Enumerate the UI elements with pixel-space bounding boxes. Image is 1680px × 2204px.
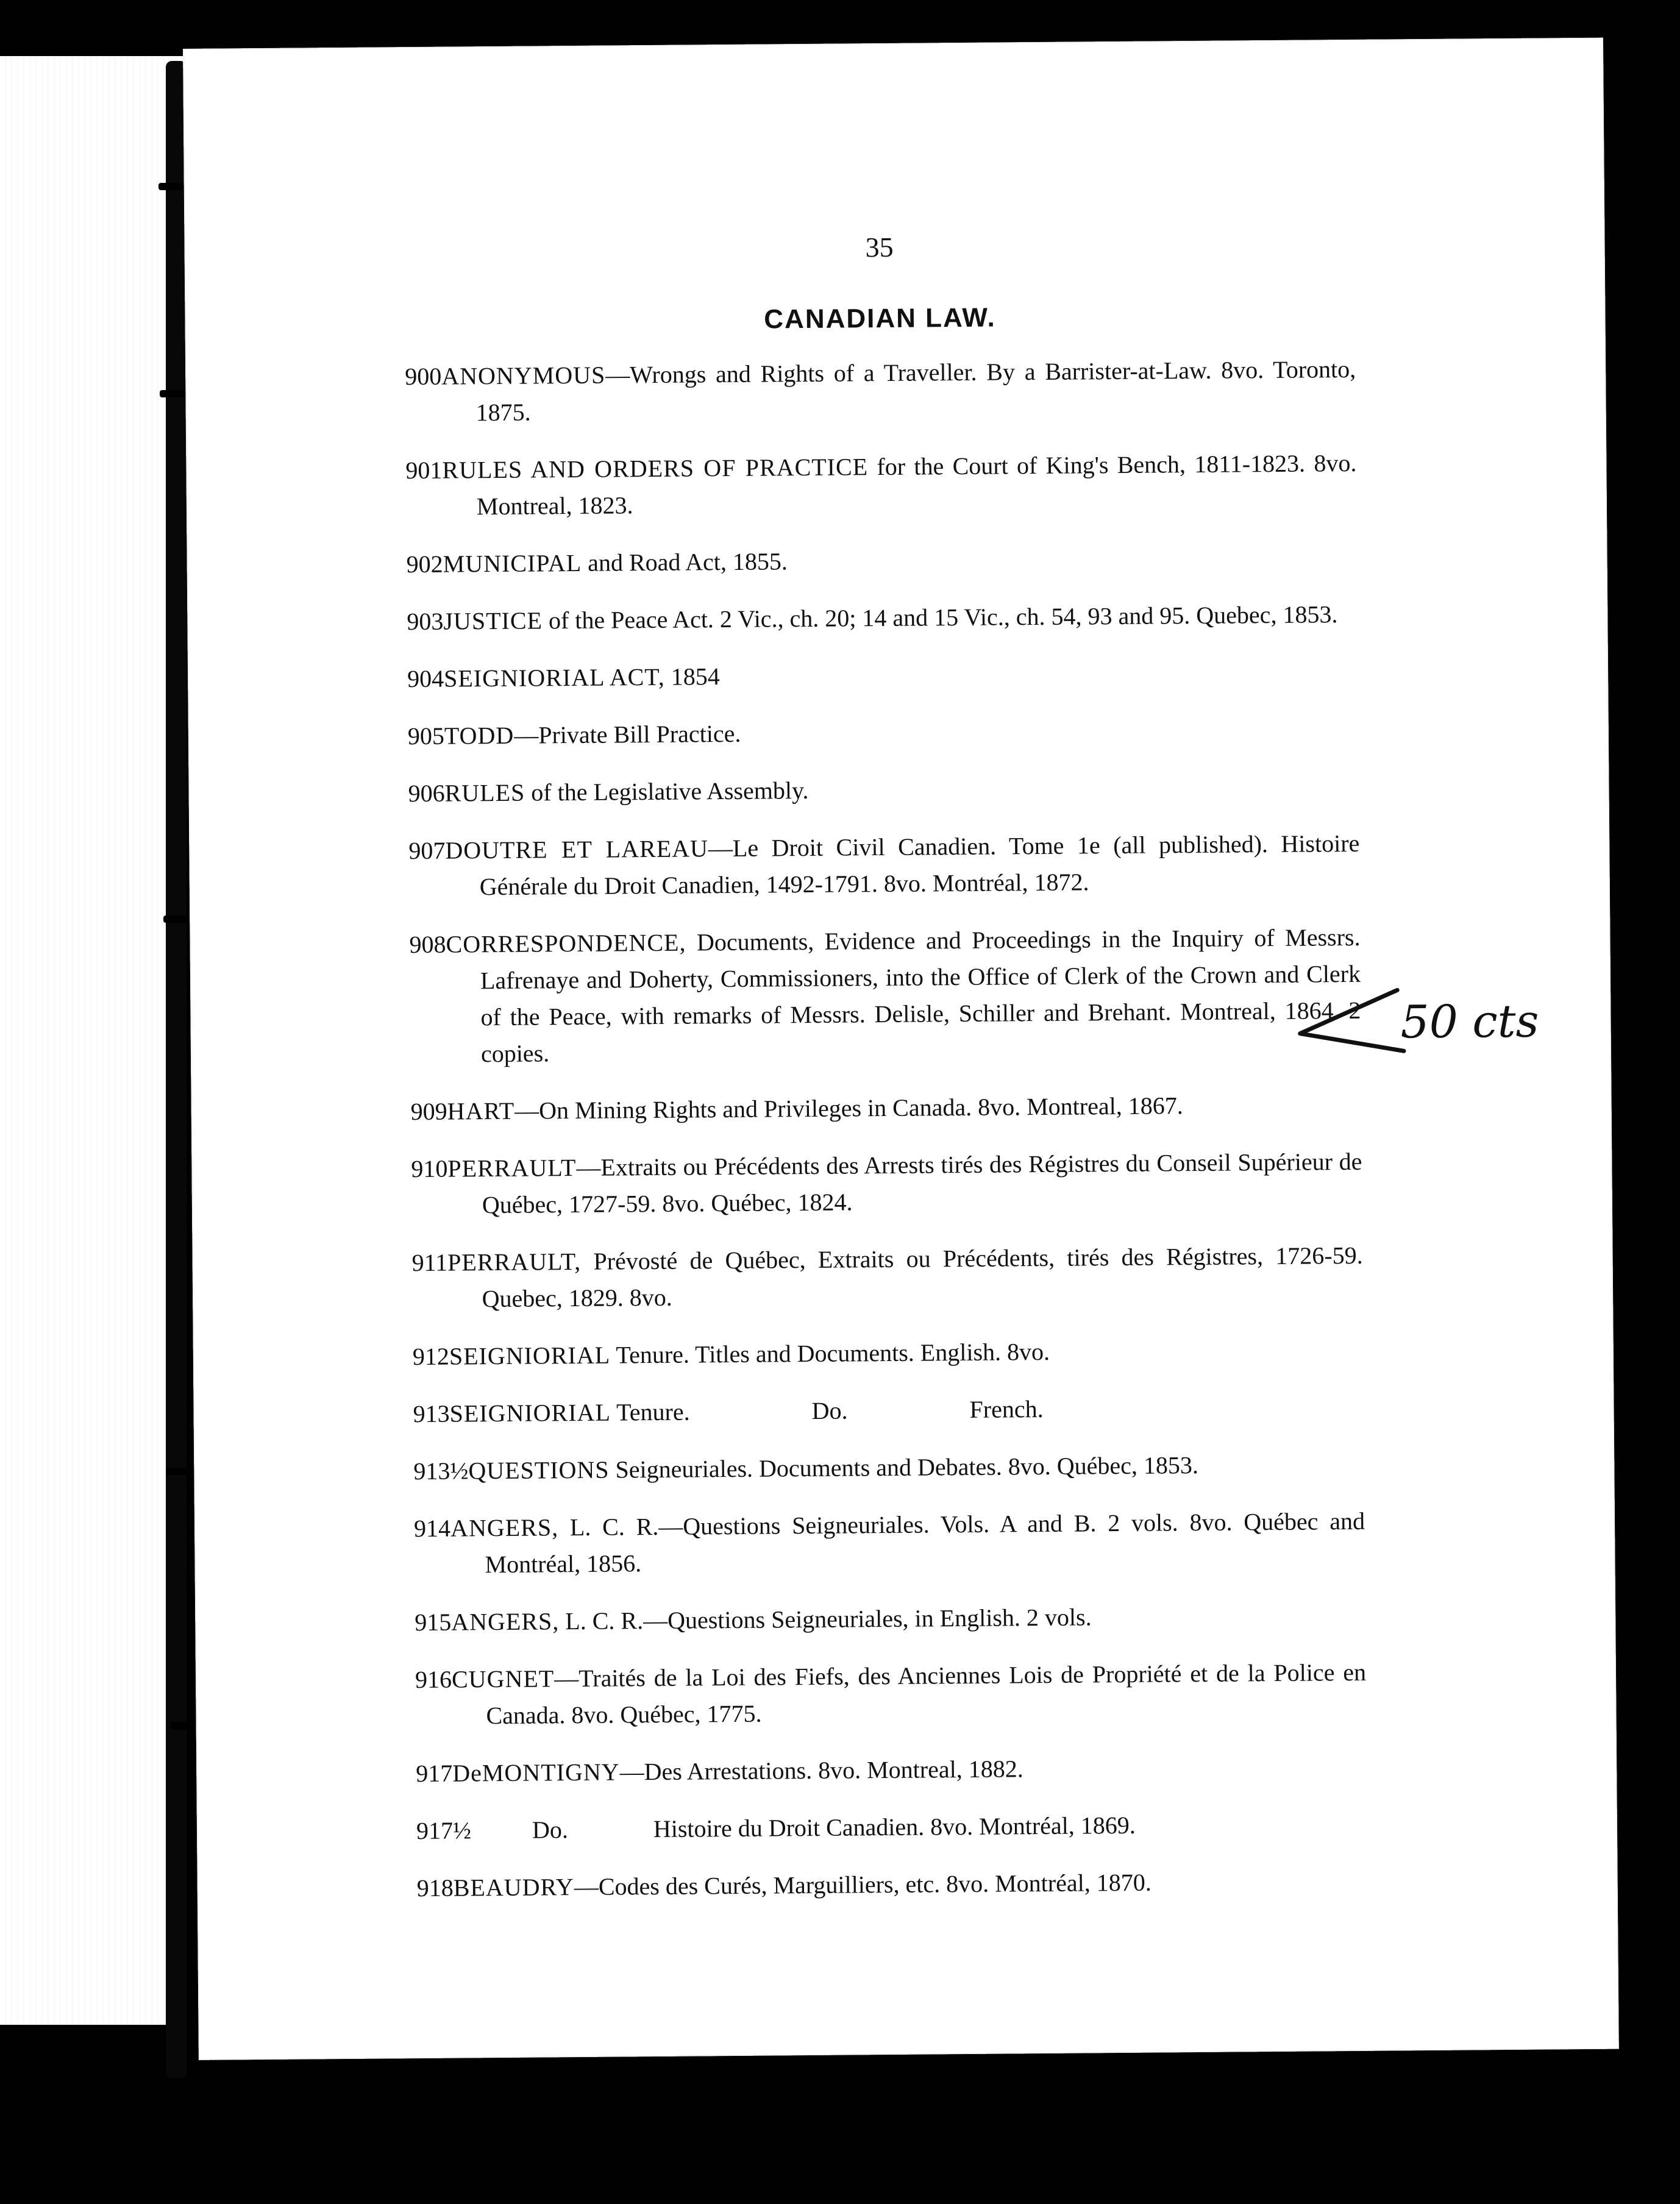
entry-text: Tenure. Titles and Documents. English. 8vo. bbox=[610, 1337, 1050, 1369]
entry-body bbox=[471, 1805, 1367, 1849]
entry-number: 916 bbox=[415, 1665, 452, 1694]
entry-text: L. C. R.—Questions Seigneuriales, in English. 2 vols. bbox=[559, 1603, 1092, 1635]
entry-lead: SEIGNIORIAL bbox=[449, 1341, 611, 1370]
entry-number: 913½ bbox=[413, 1457, 469, 1485]
entry-body bbox=[450, 1503, 1372, 1584]
entry-list bbox=[405, 351, 1373, 1907]
entry-text: —Le Droit Civil Canadien. Tome 1e (all published). Histoire Générale du Droit Canadien, 1492-1791. 8vo. Montréal, 1872. bbox=[479, 829, 1366, 901]
entry-lead: BEAUDRY bbox=[453, 1873, 575, 1902]
entry-body bbox=[447, 1237, 1369, 1318]
catalogue-page bbox=[183, 38, 1619, 2060]
catalogue-entry bbox=[408, 711, 1359, 755]
catalogue-entry bbox=[405, 445, 1363, 525]
catalogue-entry bbox=[413, 1331, 1364, 1375]
catalogue-entry bbox=[408, 768, 1359, 812]
entry-body bbox=[443, 596, 1358, 640]
entry-number: 911 bbox=[411, 1248, 448, 1277]
entry-body bbox=[449, 1331, 1364, 1375]
entry-number: 914 bbox=[413, 1514, 451, 1543]
entry-number: 906 bbox=[408, 779, 445, 808]
entry-number: 908 bbox=[409, 930, 446, 959]
entry-text: —On Mining Rights and Privileges in Canada. 8vo. Montreal, 1867. bbox=[514, 1092, 1183, 1125]
entry-lead: TODD bbox=[444, 721, 514, 750]
entry-number: 901 bbox=[405, 456, 443, 485]
entry-body bbox=[452, 1748, 1367, 1792]
entry-number: 900 bbox=[405, 362, 442, 391]
annotation-handwriting: 50 cts bbox=[1400, 995, 1539, 1049]
entry-text: L. C. R.—Questions Seigneuriales. Vols. A and B. 2 vols. 8vo. Québec and Montréal, 1856. bbox=[485, 1507, 1372, 1579]
entry-body bbox=[446, 919, 1367, 1073]
page-content bbox=[404, 222, 1373, 1927]
entry-lead: ANONYMOUS bbox=[441, 361, 606, 390]
entry-lead: QUESTIONS bbox=[468, 1456, 610, 1485]
entry-lead: PERRAULT, bbox=[447, 1247, 582, 1276]
catalogue-entry bbox=[411, 1237, 1369, 1318]
annotation-arrow-mark bbox=[1300, 990, 1404, 1051]
entry-text: of the Legislative Assembly. bbox=[525, 776, 809, 806]
catalogue-entry bbox=[413, 1446, 1364, 1490]
entry-number: 905 bbox=[407, 722, 445, 750]
entry-body bbox=[447, 1143, 1369, 1224]
catalogue-entry bbox=[409, 919, 1367, 1073]
entry-number: 904 bbox=[407, 664, 444, 693]
catalogue-entry bbox=[405, 351, 1362, 432]
entry-text: Prévosté de Québec, Extraits ou Précédents, tirés des Régistres, 1726-59. Quebec, 1829. 8vo. bbox=[482, 1241, 1369, 1313]
entry-body bbox=[451, 1597, 1365, 1641]
entry-lead: JUSTICE bbox=[443, 606, 543, 635]
catalogue-entry bbox=[415, 1597, 1365, 1641]
entry-number: 915 bbox=[415, 1608, 452, 1637]
entry-lead: DOUTRE ET LAREAU bbox=[445, 834, 709, 864]
entry-text: —Private Bill Practice. bbox=[514, 719, 741, 749]
entry-text: Do. Histoire du Droit Canadien. 8vo. Montréal, 1869. bbox=[471, 1811, 1136, 1844]
entry-text: Documents, Evidence and Proceedings in the Inquiry of Messrs. Lafrenaye and Doherty, Commissioners, into the Office of Clerk of the Crown and Clerk of the Peace, with remarks of Messrs. Delisle, Schiller and Brehant. Montreal, 1864. 2 copies. bbox=[480, 923, 1367, 1068]
entry-body bbox=[451, 1654, 1373, 1735]
entry-body bbox=[444, 711, 1359, 755]
entry-body bbox=[444, 653, 1358, 697]
catalogue-entry bbox=[413, 1388, 1364, 1432]
entry-number: 902 bbox=[406, 550, 443, 578]
entry-lead: MUNICIPAL bbox=[443, 549, 582, 578]
entry-lead: RULES AND ORDERS OF PRACTICE bbox=[442, 453, 869, 484]
entry-lead: CUGNET bbox=[451, 1665, 555, 1693]
entry-body bbox=[468, 1446, 1364, 1490]
entry-body bbox=[441, 351, 1362, 432]
entry-lead: HART bbox=[447, 1097, 515, 1125]
entry-body bbox=[444, 768, 1359, 812]
binding-spine bbox=[166, 61, 187, 2078]
entry-text: for the Court of King's Bench, 1811-1823. 8vo. Montreal, 1823. bbox=[476, 449, 1363, 521]
entry-text: Tenure. Do. French. bbox=[610, 1395, 1044, 1426]
catalogue-entry bbox=[410, 1086, 1361, 1130]
entry-body bbox=[449, 1388, 1364, 1432]
entry-lead: CORRESPONDENCE, bbox=[446, 928, 686, 958]
entry-lead: ANGERS, bbox=[450, 1513, 559, 1542]
entry-number: 912 bbox=[412, 1342, 450, 1371]
entry-lead: ANGERS, bbox=[451, 1607, 560, 1636]
entry-text: —Wrongs and Rights of a Traveller. By a Barrister-at-Law. 8vo. Toronto, 1875. bbox=[475, 355, 1362, 427]
catalogue-entry bbox=[407, 653, 1358, 697]
entry-text: Seigneuriales. Documents and Debates. 8vo. Québec, 1853. bbox=[609, 1451, 1199, 1484]
entry-number: 918 bbox=[416, 1874, 454, 1902]
entry-number: 917½ bbox=[416, 1816, 472, 1845]
entry-lead: SEIGNIORIAL ACT, bbox=[443, 663, 665, 692]
entry-text: and Road Act, 1855. bbox=[582, 547, 788, 577]
section-heading: CANADIAN LAW. bbox=[764, 302, 996, 335]
entry-text: —Extraits ou Précédents des Arrests tirés des Régistres du Conseil Supérieur de Québec, 1727-59. 8vo. Québec, 1824. bbox=[482, 1147, 1369, 1219]
entry-body bbox=[453, 1863, 1367, 1907]
entry-number: 917 bbox=[416, 1759, 453, 1788]
catalogue-entry bbox=[408, 825, 1366, 906]
handwritten-annotation bbox=[1275, 965, 1539, 1070]
entry-text: 1854 bbox=[664, 663, 720, 691]
entry-body bbox=[442, 445, 1363, 525]
entry-lead: PERRAULT bbox=[447, 1153, 577, 1182]
catalogue-entry bbox=[416, 1863, 1367, 1907]
entry-lead: RULES bbox=[444, 778, 525, 807]
entry-text: —Traités de la Loi des Fiefs, des Anciennes Lois de Propriété et de la Police en Canada. 8vo. Québec, 1775. bbox=[486, 1658, 1373, 1730]
entry-body bbox=[443, 539, 1357, 583]
entry-lead: DeMONTIGNY bbox=[452, 1758, 620, 1787]
entry-text: of the Peace Act. 2 Vic., ch. 20; 14 and 15 Vic., ch. 54, 93 and 95. Quebec, 1853. bbox=[542, 600, 1338, 635]
catalogue-entry bbox=[411, 1143, 1369, 1224]
entry-lead: SEIGNIORIAL bbox=[449, 1398, 611, 1427]
catalogue-entry bbox=[416, 1805, 1367, 1849]
catalogue-entry bbox=[406, 539, 1357, 583]
entry-number: 913 bbox=[413, 1399, 450, 1428]
entry-body bbox=[447, 1086, 1361, 1130]
page-number: 35 bbox=[865, 231, 894, 263]
previous-leaf-edge bbox=[0, 56, 183, 2025]
catalogue-entry bbox=[415, 1654, 1373, 1735]
entry-body bbox=[445, 825, 1366, 906]
catalogue-entry bbox=[416, 1748, 1367, 1792]
catalogue-entry bbox=[407, 596, 1358, 640]
entry-text: —Des Arrestations. 8vo. Montreal, 1882. bbox=[619, 1755, 1023, 1786]
entry-number: 910 bbox=[411, 1154, 448, 1183]
entry-number: 907 bbox=[408, 836, 446, 865]
entry-text: —Codes des Curés, Marguilliers, etc. 8vo. Montréal, 1870. bbox=[574, 1868, 1151, 1901]
entry-number: 909 bbox=[410, 1097, 447, 1126]
entry-number: 903 bbox=[407, 607, 444, 636]
catalogue-entry bbox=[413, 1503, 1372, 1584]
